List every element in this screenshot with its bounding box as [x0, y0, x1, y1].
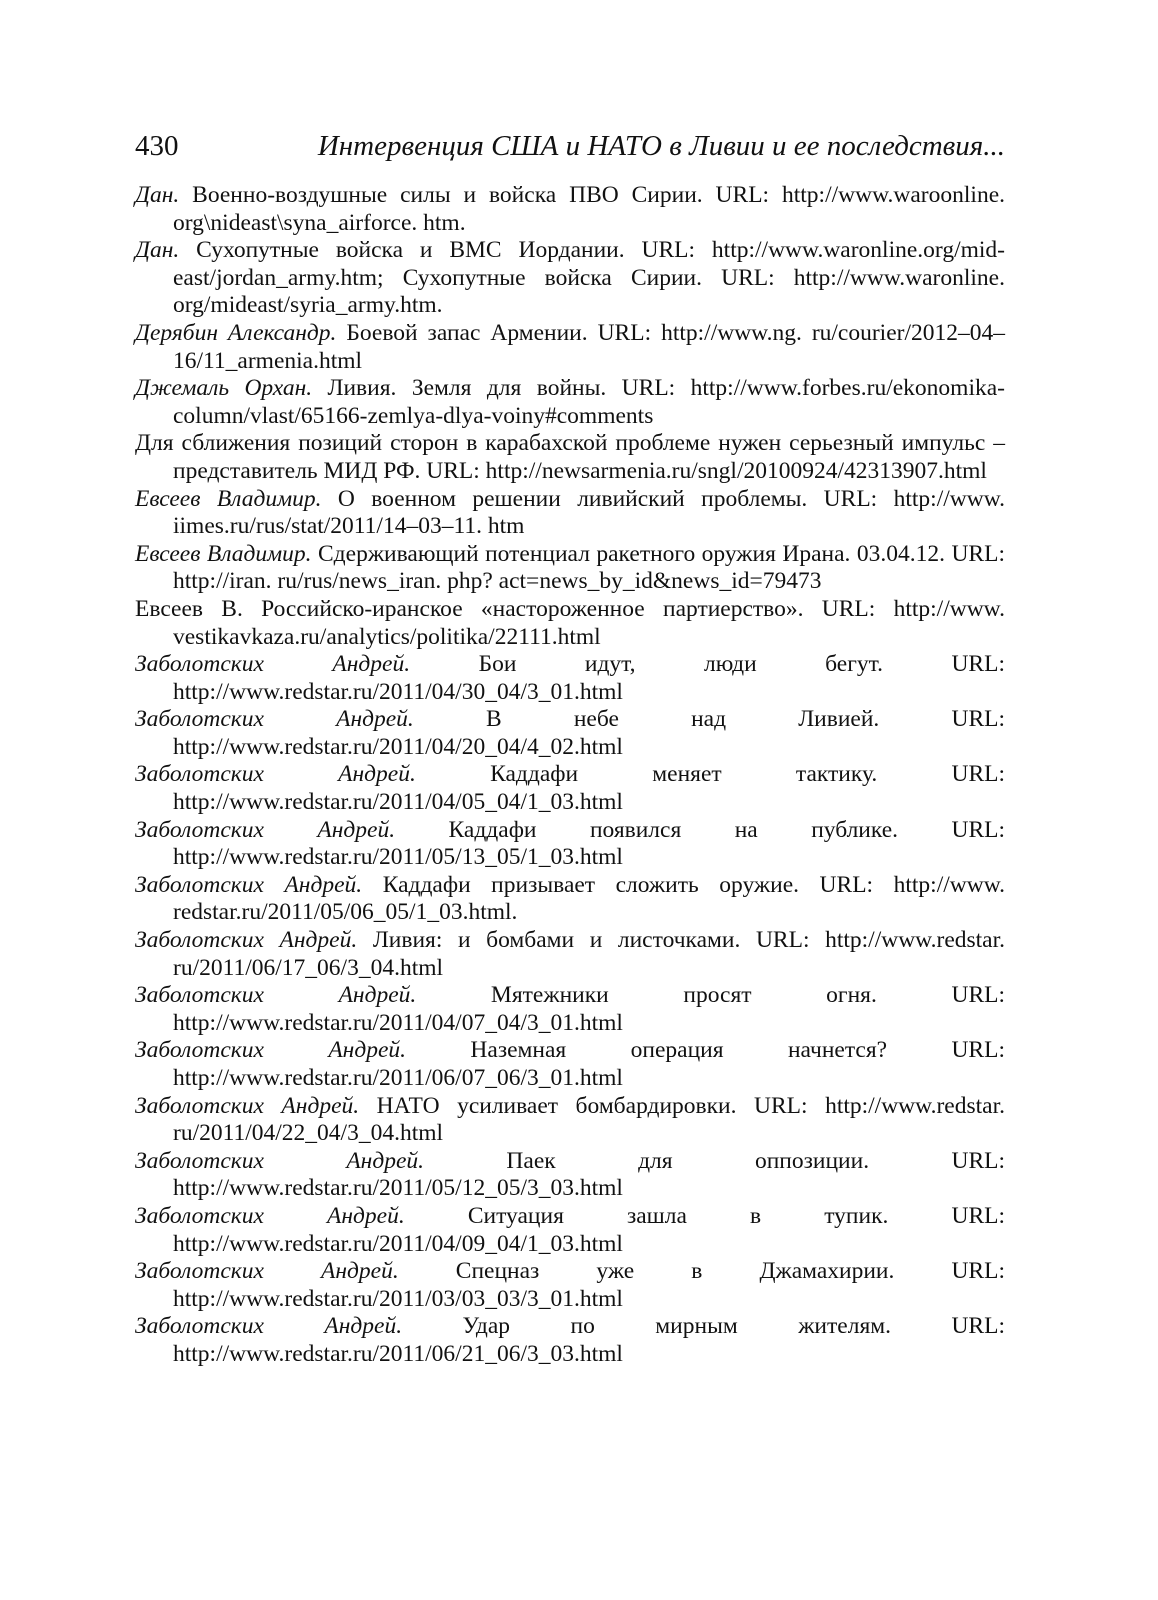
reference-text: Каддафи призывает сложить оружие. URL: http://www. redstar.ru/2011/05/06_05/1_03.html.	[173, 871, 1006, 926]
page-header	[135, 128, 1005, 168]
reference-entry	[135, 817, 1005, 872]
reference-text: Военно-воздушные силы и войска ПВО Сирии. URL: http://www.waroonline. org\nideast\syna_airforce. htm.	[173, 182, 1005, 236]
reference-entry	[135, 1203, 1005, 1258]
bibliography-list	[135, 182, 1005, 1369]
reference-text: Сухопутные войска и ВМС Иордании. URL: http://www.waronline.org/mid-east/jordan_army.htm; Сухопутные войска Сирии. URL: http://www.waronline. org/mideast/syria_army.htm.	[173, 237, 1005, 319]
reference-author: Заболотских Андрей.	[135, 871, 363, 898]
reference-author: Заболотских Андрей.	[135, 982, 417, 1009]
reference-text: Наземная операция начнется? URL: http://www.redstar.ru/2011/06/07_06/3_01.html	[173, 1037, 1005, 1091]
reference-author: Дан.	[135, 182, 180, 208]
reference-text: Ситуация зашла в тупик. URL: http://www.redstar.ru/2011/04/09_04/1_03.html	[173, 1202, 1006, 1257]
reference-author: Заболотских Андрей.	[135, 816, 396, 843]
reference-author: Заболотских Андрей.	[135, 761, 416, 788]
reference-author: Заболотских Андрей.	[135, 651, 411, 678]
reference-text: НАТО усиливает бомбардировки. URL: http://www.redstar. ru/2011/04/22_04/3_04.html	[173, 1092, 1005, 1147]
reference-author: Заболотских Андрей.	[135, 1037, 407, 1064]
reference-entry	[135, 927, 1005, 982]
reference-text: Ливия. Земля для войны. URL: http://www.forbes.ru/ekonomika-column/vlast/65166-zemlya-dlya-voiny#comments	[173, 375, 1005, 429]
reference-author: Заболотских Андрей.	[135, 927, 358, 954]
reference-text: Каддафи меняет тактику. URL: http://www.redstar.ru/2011/04/05_04/1_03.html	[173, 761, 1006, 816]
reference-author: Дан.	[135, 237, 180, 264]
reference-entry	[135, 430, 1005, 485]
reference-entry	[135, 651, 1005, 706]
reference-author: Заболотских Андрей.	[135, 1258, 399, 1285]
reference-entry	[135, 182, 1005, 237]
reference-author: Евсеев Владимир.	[135, 540, 312, 567]
reference-author: Заболотских Андрей.	[135, 1313, 403, 1340]
reference-entry	[135, 982, 1005, 1037]
reference-text: Удар по мирным жителям. URL: http://www.redstar.ru/2011/06/21_06/3_03.html	[173, 1313, 1005, 1367]
reference-entry	[135, 1148, 1005, 1203]
reference-entry	[135, 375, 1005, 430]
reference-entry	[135, 761, 1005, 816]
reference-text: Спецназ уже в Джамахирии. URL: http://www.redstar.ru/2011/03/03_03/3_01.html	[173, 1258, 1005, 1312]
reference-text: Сдерживающий потенциал ракетного оружия Ирана. 03.04.12. URL: http://iran. ru/rus/news_iran. php? act=news_by_id&news_id=79473	[173, 540, 1005, 595]
reference-text: Боевой запас Армении. URL: http://www.ng. ru/courier/2012–04–16/11_armenia.html	[173, 319, 1005, 374]
reference-text: Мятежники просят огня. URL: http://www.redstar.ru/2011/04/07_04/3_01.html	[173, 982, 1006, 1036]
reference-author: Джемаль Орхан.	[135, 375, 313, 402]
reference-entry	[135, 320, 1005, 375]
page-number: 430	[135, 130, 179, 162]
reference-text: Паек для оппозиции. URL: http://www.redstar.ru/2011/05/12_05/3_03.html	[173, 1147, 1006, 1202]
reference-entry	[135, 486, 1005, 541]
reference-entry	[135, 237, 1005, 320]
reference-text: Для сближения позиций сторон в карабахской проблеме нужен серьезный импульс – представитель МИД РФ. URL: http://newsarmenia.ru/sngl/20100924/42313907.html	[135, 430, 1005, 484]
reference-entry	[135, 1313, 1005, 1368]
reference-entry	[135, 596, 1005, 651]
reference-text: Бои идут, люди бегут. URL: http://www.redstar.ru/2011/04/30_04/3_01.html	[173, 651, 1005, 705]
reference-text: Ливия: и бомбами и листочками. URL: http://www.redstar. ru/2011/06/17_06/3_04.html	[173, 927, 1006, 981]
reference-author: Евсеев Владимир.	[135, 485, 322, 512]
reference-entry	[135, 872, 1005, 927]
reference-text: Каддафи появился на публике. URL: http://www.redstar.ru/2011/05/13_05/1_03.html	[173, 816, 1006, 871]
reference-author: Заболотских Андрей.	[135, 706, 414, 733]
reference-author: Заболотских Андрей.	[135, 1147, 425, 1174]
reference-text: О военном решении ливийский проблемы. URL: http://www. iimes.ru/rus/stat/2011/14–03–11. htm	[173, 485, 1006, 540]
reference-author: Дерябин Александр.	[135, 319, 337, 346]
reference-text: Евсеев В. Российско-иранское «настороженное партиерство». URL: http://www. vestikavkaza.ru/analytics/politika/22111.html	[135, 595, 1005, 650]
reference-author: Заболотских Андрей.	[135, 1092, 360, 1119]
reference-entry	[135, 706, 1005, 761]
reference-entry	[135, 1093, 1005, 1148]
reference-author: Заболотских Андрей.	[135, 1202, 405, 1229]
reference-entry	[135, 1037, 1005, 1092]
book-page	[135, 128, 1005, 1369]
running-title: Интервенция США и НАТО в Ливии и ее последствия...	[317, 130, 1005, 162]
reference-text: В небе над Ливией. URL: http://www.redstar.ru/2011/04/20_04/4_02.html	[173, 706, 1006, 760]
reference-entry	[135, 541, 1005, 596]
reference-entry	[135, 1258, 1005, 1313]
